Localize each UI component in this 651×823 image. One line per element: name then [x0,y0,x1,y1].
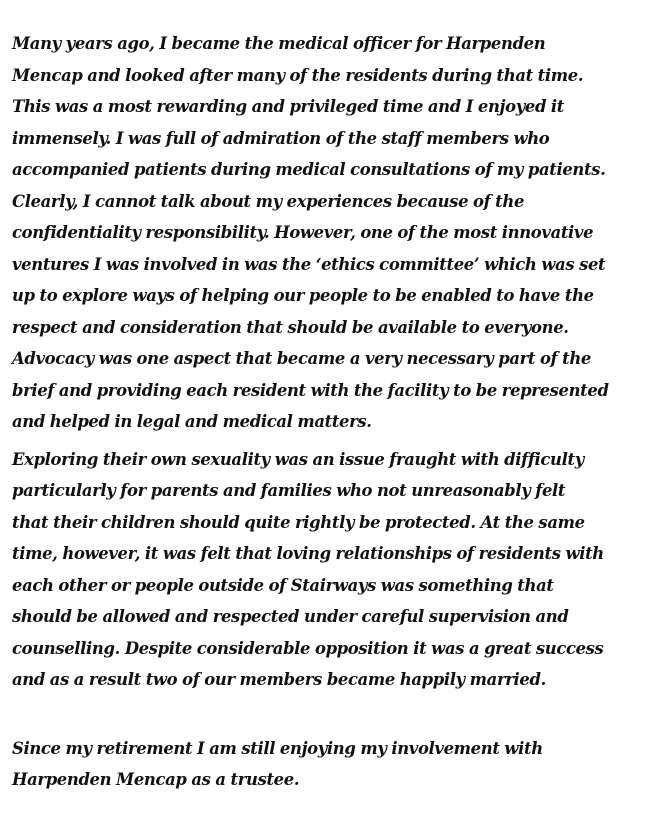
text-line: up to explore ways of helping our people to be enabled to have the [12,286,594,305]
text-line: respect and consideration that should be available to everyone. [12,317,569,337]
paragraph-sexuality [12,444,644,696]
text-line: immensely. I was full of admiration of the staff members who [12,128,550,148]
text-line: counselling. Despite considerable opposition it was a great success [12,638,604,658]
text-line: Harpenden Mencap as a trustee. [12,770,300,789]
text-line: Mencap and looked after many of the residents during that time. [12,65,584,85]
text-line: and as a result two of our members became happily married. [12,670,546,689]
text-line: This was a most rewarding and privileged time and I enjoyed it [12,97,565,116]
text-line: Since my retirement I am still enjoying my involvement with [12,738,543,758]
text-line: particularly for parents and families who not unreasonably felt [12,481,566,500]
text-line: confidentiality responsibility. However, one of the most innovative [12,223,594,242]
text-line: Many years ago, I became the medical officer for Harpenden [12,34,546,53]
text-line: time, however, it was felt that loving relationships of residents with [12,544,604,563]
text-line: that their children should quite rightly be protected. At the same [12,512,585,532]
paragraph-medical-officer [12,28,644,438]
text-line: each other or people outside of Stairways was something that [12,575,554,595]
paragraph-retirement [12,733,644,796]
text-line: should be allowed and respected under careful supervision and [12,607,569,626]
text-line: and helped in legal and medical matters. [12,412,372,431]
document-page [12,28,644,796]
text-line: brief and providing each resident with the facility to be represented [12,380,609,400]
text-line: accompanied patients during medical consultations of my patients. [12,160,606,179]
text-line: Clearly, I cannot talk about my experiences because of the [12,191,525,211]
text-line: ventures I was involved in was the ‘ethics committee’ which was set [12,254,606,274]
text-line: Advocacy was one aspect that became a very necessary part of the [12,349,591,368]
text-line: Exploring their own sexuality was an issue fraught with difficulty [12,449,584,469]
